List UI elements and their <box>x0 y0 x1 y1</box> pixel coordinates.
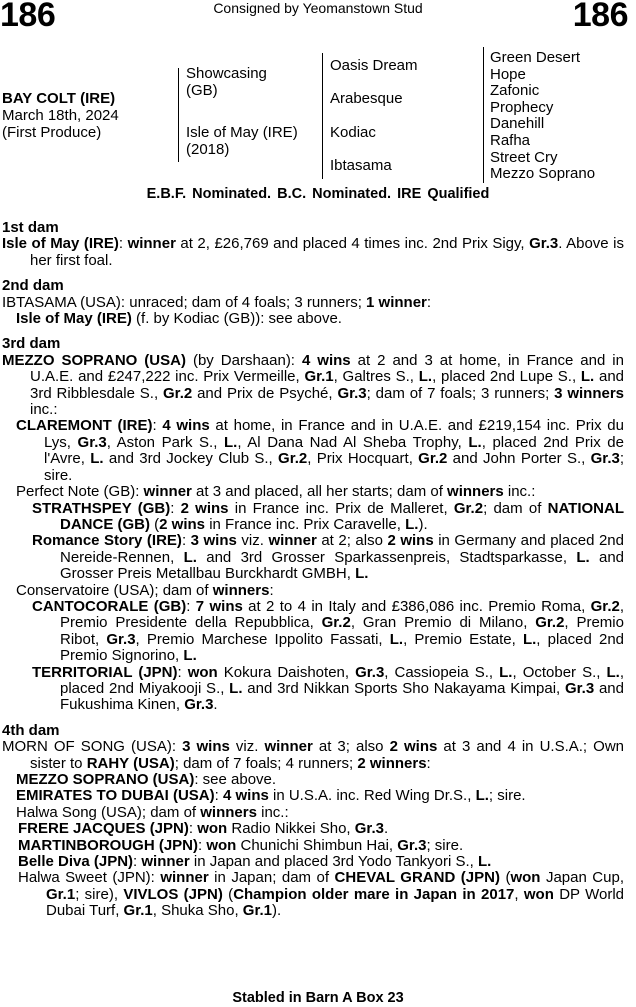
bold-text: Gr.3 <box>184 696 214 714</box>
bold-text: Gr.3 <box>106 630 136 648</box>
bold-text: Gr.2 <box>418 450 448 468</box>
bold-text: Gr.3 <box>590 450 620 468</box>
section-heading: 1st dam <box>2 219 59 236</box>
family-entry <box>2 583 624 599</box>
gen3-ancestor-4: Prophecy <box>490 99 554 116</box>
bold-text: VIVLOS (JPN) <box>123 885 223 903</box>
text: , placed 2nd Prix de l'Avre, <box>44 433 624 468</box>
bold-text: won <box>187 663 218 681</box>
consignor-line: Consigned by Yeomanstown Stud <box>213 0 423 16</box>
bold-text: Gr.3 <box>397 836 427 854</box>
text: . Above is her first foal. <box>30 235 624 269</box>
text: and John Porter S., <box>447 450 591 468</box>
dam-sire: Kodiac <box>330 124 376 141</box>
text: , placed 2nd Miyakooji S., <box>60 663 624 697</box>
pedigree-divider-1 <box>178 68 179 162</box>
bold-text: Belle Diva (JPN) <box>18 853 134 871</box>
family-entry <box>2 418 624 484</box>
bold-text: Gr.1 <box>123 902 153 920</box>
text: : <box>118 235 128 253</box>
bold-text: L. <box>183 647 197 665</box>
bold-text: 3 wins <box>190 532 237 550</box>
text: : <box>170 499 181 517</box>
bold-text: winner <box>268 532 317 550</box>
text: , Al Dana Nad Al Sheba Trophy, <box>237 433 469 451</box>
text: , Premio Estate, <box>403 630 523 648</box>
text: Chunichi Shimbun Hai, <box>236 836 398 854</box>
bold-text: 3 wins <box>182 738 230 756</box>
text: IBTASAMA (USA): unraced; dam of 4 foals; 3 runners; <box>2 293 367 311</box>
produce-note: (First Produce) <box>2 124 102 141</box>
bold-text: Gr.3 <box>354 820 384 838</box>
text: at 3 and 4 in U.S.A.; Own sister to <box>30 738 624 772</box>
text: , placed 2nd Lupe S., <box>432 368 581 386</box>
bold-text: 2 winners <box>357 754 427 772</box>
nominations-line: E.B.F. Nominated. B.C. Nominated. IRE Qualified <box>146 186 490 202</box>
bold-text: L. <box>499 663 513 681</box>
text: , <box>514 885 524 903</box>
gen3-ancestor-5: Danehill <box>490 115 545 132</box>
bold-text: L. <box>355 565 369 583</box>
pedigree-divider-3 <box>483 47 484 183</box>
text: and 3rd Ribblesdale S., <box>30 368 625 402</box>
text: and Grosser Preis Metallbau Burckhardt GMBH, <box>60 548 624 583</box>
bold-text: winner <box>127 235 176 253</box>
family-entry <box>2 788 624 804</box>
text: Halwa Song (USA); dam of <box>16 803 201 821</box>
bold-text: Gr.2 <box>590 597 620 615</box>
family-entry <box>2 311 624 327</box>
bold-text: MEZZO SOPRANO (USA) <box>2 351 186 369</box>
text: , Premio Ribot, <box>60 614 624 648</box>
text: ; sire. <box>44 450 624 484</box>
bold-text: L. <box>90 450 104 468</box>
family-entry <box>2 353 624 419</box>
bold-text: 7 wins <box>195 597 243 615</box>
text: ; sire. <box>488 787 526 805</box>
bold-text: 2 wins <box>387 532 434 550</box>
text: and Prix de Psyché, <box>192 384 338 402</box>
bold-text: CANTOCORALE (GB) <box>32 597 187 615</box>
bold-text: won <box>197 820 228 838</box>
text: ( <box>222 885 234 903</box>
text: : <box>426 293 432 311</box>
bold-text: Gr.2 <box>321 614 351 632</box>
text: MORN OF SONG (USA): <box>2 738 183 756</box>
text: ( <box>499 869 511 887</box>
text: , placed 2nd Premio Signorino, <box>60 630 625 665</box>
bold-text: MARTINBOROUGH (JPN) <box>18 836 198 854</box>
bold-text: TERRITORIAL (JPN) <box>32 663 178 681</box>
text: and 3rd Jockey Club S., <box>103 450 279 468</box>
bold-text: winner <box>160 869 209 887</box>
text: ; sire), <box>75 885 124 903</box>
bold-text: L. <box>580 368 595 386</box>
text: , Gran Premio di Milano, <box>350 614 536 632</box>
bold-text: Champion older mare in Japan in 2017 <box>233 885 515 903</box>
bold-text: NATIONAL DANCE (GB) <box>60 499 624 533</box>
bold-text: L. <box>468 433 482 451</box>
text: , October S., <box>512 663 607 681</box>
bold-text: MEZZO SOPRANO (USA) <box>16 771 195 788</box>
bold-text: STRATHSPEY (GB) <box>32 499 171 517</box>
text: : <box>198 836 207 854</box>
bold-text: 2 wins <box>389 738 438 756</box>
sire-dam: Arabesque <box>330 90 403 107</box>
bold-text: Gr.2 <box>278 450 308 468</box>
family-entry <box>2 870 624 919</box>
text: at 2; also <box>316 532 388 550</box>
bold-text: FRERE JACQUES (JPN) <box>18 820 189 838</box>
text: in Germany and placed 2nd Nereide-Rennen, <box>60 532 624 566</box>
family-entry <box>2 599 624 665</box>
text: in Japan; dam of <box>208 869 335 887</box>
gen3-ancestor-3: Zafonic <box>490 82 540 99</box>
bold-text: Gr.3 <box>355 663 385 681</box>
bold-text: winner <box>264 738 313 756</box>
bold-text: won <box>510 869 541 887</box>
text: : see above. <box>194 771 277 788</box>
text: , Galtres S., <box>333 368 419 386</box>
text: Kokura Daishoten, <box>217 663 356 681</box>
text: in France inc. Prix Caravelle, <box>205 515 406 533</box>
gen3-ancestor-8: Mezzo Soprano <box>490 165 596 182</box>
dam-dam: Ibtasama <box>330 157 392 174</box>
text: . <box>213 696 218 714</box>
bold-text: winner <box>141 853 190 871</box>
bold-text: won <box>206 836 237 854</box>
bold-text: Gr.3 <box>337 384 367 402</box>
text: viz. <box>236 532 269 550</box>
text: Radio Nikkei Sho, <box>227 820 355 838</box>
lot-number-left: 186 <box>0 0 56 34</box>
text: , Premio Marchese Ippolito Fassati, <box>135 630 390 648</box>
text: DP World Dubai Turf, <box>46 885 624 920</box>
sire-origin: (GB) <box>186 82 218 99</box>
family-entry <box>2 501 624 534</box>
text: : <box>181 532 191 550</box>
bold-text: Gr.1 <box>242 902 272 920</box>
bold-text: CLAREMONT (IRE) <box>16 417 153 435</box>
bold-text: 4 wins <box>222 787 269 805</box>
family-entry <box>2 821 624 837</box>
bold-text: L. <box>606 663 620 681</box>
lot-number-right: 186 <box>572 0 628 34</box>
text: , Prix Hocquart, <box>307 450 419 468</box>
text: at 2 to 4 in Italy and £386,086 inc. Premio Roma, <box>242 597 591 615</box>
text: and 3rd Nikkan Sports Sho Nakayama Kimpai, <box>242 679 565 697</box>
text: , Aston Park S., <box>106 433 224 451</box>
text: inc.: <box>256 803 289 821</box>
family-entry <box>2 838 624 854</box>
gen3-ancestor-7: Street Cry <box>490 149 558 166</box>
bold-text: L. <box>576 548 590 566</box>
text: in Japan and placed 3rd Yodo Tankyori S., <box>189 853 479 871</box>
bold-text: 4 wins <box>162 417 210 435</box>
text: inc.: <box>30 401 58 419</box>
text: Halwa Sweet (JPN): <box>18 869 161 887</box>
family-entry <box>2 295 624 311</box>
section-heading: 2nd dam <box>2 277 64 295</box>
text: : <box>214 787 223 805</box>
family-entry <box>2 739 624 772</box>
family-entry <box>2 236 624 269</box>
text: ). <box>271 902 282 920</box>
family-details <box>2 220 624 920</box>
text: at 2 and 3 at home, in France and in U.A.E. and £247,222 inc. Prix Vermeille, <box>30 351 624 386</box>
text: at home, in France and in U.A.E. and £219,154 inc. Prix du Lys, <box>44 417 624 451</box>
text: and Fukushima Kinen, <box>60 679 624 714</box>
horse-name: BAY COLT (IRE) <box>2 90 116 107</box>
bold-text: L. <box>229 679 243 697</box>
horse-identity <box>2 90 119 141</box>
text: ; dam of <box>483 499 548 517</box>
text: : <box>426 754 431 772</box>
sire-name: Showcasing <box>186 65 267 82</box>
text: at 3; also <box>312 738 390 756</box>
text: Conservatoire (USA); dam of <box>16 581 213 599</box>
bold-text: L. <box>389 630 404 648</box>
family-entry <box>2 533 624 582</box>
bold-text: winners <box>212 581 270 599</box>
bold-text: 1 winner <box>366 293 427 311</box>
text: : <box>186 597 196 615</box>
bold-text: Gr.1 <box>304 368 334 386</box>
family-entry <box>2 805 624 821</box>
text: at 2, £26,769 and placed 4 times inc. 2nd Prix Sigy, <box>175 235 530 253</box>
bold-text: L. <box>183 548 197 566</box>
bold-text: L. <box>405 515 419 533</box>
family-entry <box>2 484 624 500</box>
stabling-info: Stabled in Barn A Box 23 <box>232 990 404 1006</box>
bold-text: Gr.2 <box>535 614 565 632</box>
text: : <box>133 853 142 871</box>
bold-text: Isle of May (IRE) <box>16 310 132 328</box>
sire-sire: Oasis Dream <box>330 57 418 74</box>
text: : <box>188 820 198 838</box>
bold-text: Gr.1 <box>46 885 76 903</box>
dam-name: Isle of May (IRE) <box>186 124 298 141</box>
bold-text: EMIRATES TO DUBAI (USA) <box>16 787 215 805</box>
text: (f. by Kodiac (GB)): see above. <box>131 310 342 328</box>
pedigree-divider-2 <box>322 53 323 179</box>
bold-text: RAHY (USA) <box>86 754 175 772</box>
text: , Cassiopeia S., <box>384 663 500 681</box>
text: ; dam of 7 foals; 3 runners; <box>366 384 555 402</box>
bold-text: Gr.3 <box>565 679 595 697</box>
text: at 3 and placed, all her starts; dam of <box>191 483 448 501</box>
bold-text: Gr.2 <box>163 384 193 402</box>
gen3-ancestor-6: Rafha <box>490 132 531 149</box>
bold-text: Gr.3 <box>529 235 559 253</box>
text: ). <box>418 515 428 533</box>
bold-text: Romance Story (IRE) <box>32 532 182 550</box>
bold-text: L. <box>418 368 433 386</box>
bold-text: Isle of May (IRE) <box>2 235 119 253</box>
bold-text: L. <box>522 630 537 648</box>
foaling-date: March 18th, 2024 <box>2 107 119 124</box>
section-heading: 3rd dam <box>2 335 61 353</box>
bold-text: L. <box>475 787 489 805</box>
bold-text: CHEVAL GRAND (JPN) <box>334 869 500 887</box>
text: ( <box>150 515 160 533</box>
family-entry <box>2 665 624 714</box>
bold-text: 4 wins <box>301 351 351 369</box>
bold-text: winners <box>200 803 257 821</box>
text: and 3rd Grosser Sparkassenpreis, Stadtsparkasse, <box>196 548 577 566</box>
text: in U.S.A. inc. Red Wing Dr.S., <box>268 787 476 805</box>
bold-text: Gr.2 <box>453 499 484 517</box>
text: inc.: <box>503 483 536 501</box>
family-entry <box>2 772 624 788</box>
text: . <box>383 820 389 838</box>
text: , Shuka Sho, <box>152 902 243 920</box>
dam-year: (2018) <box>186 141 230 158</box>
bold-text: 2 wins <box>159 515 206 533</box>
bold-text: L. <box>224 433 238 451</box>
text: Perfect Note (GB): <box>16 483 144 501</box>
text: ; dam of 7 foals; 4 runners; <box>174 754 358 772</box>
section-heading: 4th dam <box>2 721 60 739</box>
text: : <box>152 417 163 435</box>
text: (by Darshaan): <box>185 351 302 369</box>
family-entry <box>2 854 624 870</box>
text: Japan Cup, <box>540 869 624 887</box>
text: ; sire. <box>426 836 464 854</box>
bold-text: winners <box>447 483 504 501</box>
text: , Premio Presidente della Repubblica, <box>60 597 624 632</box>
bold-text: winner <box>143 483 192 501</box>
bold-text: L. <box>478 853 492 871</box>
text: viz. <box>229 738 265 756</box>
text: : <box>269 581 274 599</box>
gen3-ancestor-2: Hope <box>490 66 526 83</box>
bold-text: 3 winners <box>554 384 624 402</box>
text: : <box>177 663 188 681</box>
text: in France inc. Prix de Malleret, <box>228 499 454 517</box>
gen3-ancestor-1: Green Desert <box>490 49 581 66</box>
bold-text: Gr.3 <box>77 433 107 451</box>
bold-text: won <box>523 885 554 903</box>
bold-text: 2 wins <box>180 499 229 517</box>
